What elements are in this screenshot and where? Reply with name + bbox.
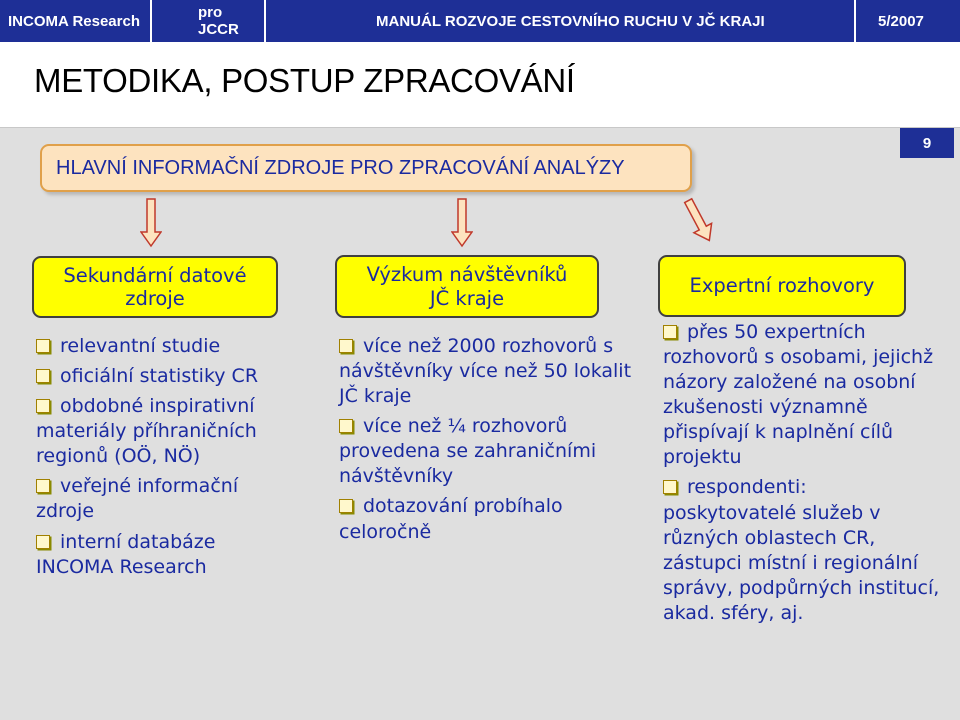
column-visitor-research-list [339, 334, 645, 550]
column-heading-secondary-data [32, 256, 278, 318]
header-pro: pro JCCR [152, 0, 264, 42]
list-item [36, 394, 286, 469]
checkbox-bullet-icon [663, 325, 677, 339]
list-item [663, 475, 943, 625]
list-item [339, 334, 645, 409]
list-item [36, 530, 286, 580]
list-item-text: více než ¼ rozhovorů provedena se zahraničními návštěvníky [339, 415, 597, 488]
list-item-text: respondenti: poskytovatelé služeb v různých oblastech CR, zástupci místní i regionální správy, podpůrných institucí, akad. sféry, aj. [663, 476, 940, 624]
header-org: INCOMA Research [0, 0, 150, 42]
list-item-text: relevantní studie [60, 335, 221, 357]
list-item-text: přes 50 expertních rozhovorů s osobami, jejichž názory založené na osobní zkušenosti významně přispívají k naplnění cílů projektu [663, 321, 934, 469]
column-heading-line: Expertní rozhovory [689, 274, 875, 298]
list-item [36, 334, 286, 359]
column-heading-visitor-research [335, 255, 599, 318]
list-item-text: obdobné inspirativní materiály příhraničních regionů (OÖ, NÖ) [36, 395, 257, 468]
header-date: 5/2007 [856, 0, 960, 42]
checkbox-bullet-icon [36, 479, 50, 493]
list-item-text: interní databáze INCOMA Research [36, 530, 216, 578]
checkbox-bullet-icon [663, 480, 677, 494]
list-item [339, 494, 645, 544]
column-heading-line: Sekundární datové [63, 263, 247, 287]
checkbox-bullet-icon [339, 339, 353, 353]
list-item [339, 414, 645, 489]
arrow-diagonal-icon [682, 196, 716, 246]
column-heading-expert-interviews [658, 255, 906, 317]
header-manual-title: MANUÁL ROZVOJE CESTOVNÍHO RUCHU V JČ KRAJI [266, 0, 854, 42]
column-heading-line: Výzkum návštěvníků [366, 263, 568, 287]
checkbox-bullet-icon [36, 399, 50, 413]
list-item [36, 474, 286, 524]
list-item-text: více než 2000 rozhovorů s návštěvníky více než 50 lokalit JČ kraje [339, 335, 632, 408]
checkbox-bullet-icon [339, 419, 353, 433]
list-item [663, 320, 943, 470]
arrow-down-icon [140, 198, 162, 248]
column-heading-line: zdroje [125, 287, 185, 310]
header-bar [0, 0, 960, 42]
arrow-down-icon [451, 198, 473, 248]
page-title: METODIKA, POSTUP ZPRACOVÁNÍ [34, 62, 575, 99]
checkbox-bullet-icon [36, 535, 50, 549]
list-item-text: dotazování probíhalo celoročně [339, 495, 563, 543]
list-item-text: oficiální statistiky CR [60, 365, 259, 388]
column-expert-interviews-list [663, 320, 943, 631]
page-number: 9 [900, 128, 954, 158]
column-secondary-data-list [36, 334, 286, 585]
column-heading-line: JČ kraje [429, 286, 505, 310]
checkbox-bullet-icon [36, 339, 50, 353]
list-item [36, 364, 286, 389]
main-heading-box: HLAVNÍ INFORMAČNÍ ZDROJE PRO ZPRACOVÁNÍ ANALÝZY [40, 144, 692, 192]
list-item-text: veřejné informační zdroje [36, 475, 239, 523]
checkbox-bullet-icon [339, 499, 353, 513]
checkbox-bullet-icon [36, 369, 50, 383]
